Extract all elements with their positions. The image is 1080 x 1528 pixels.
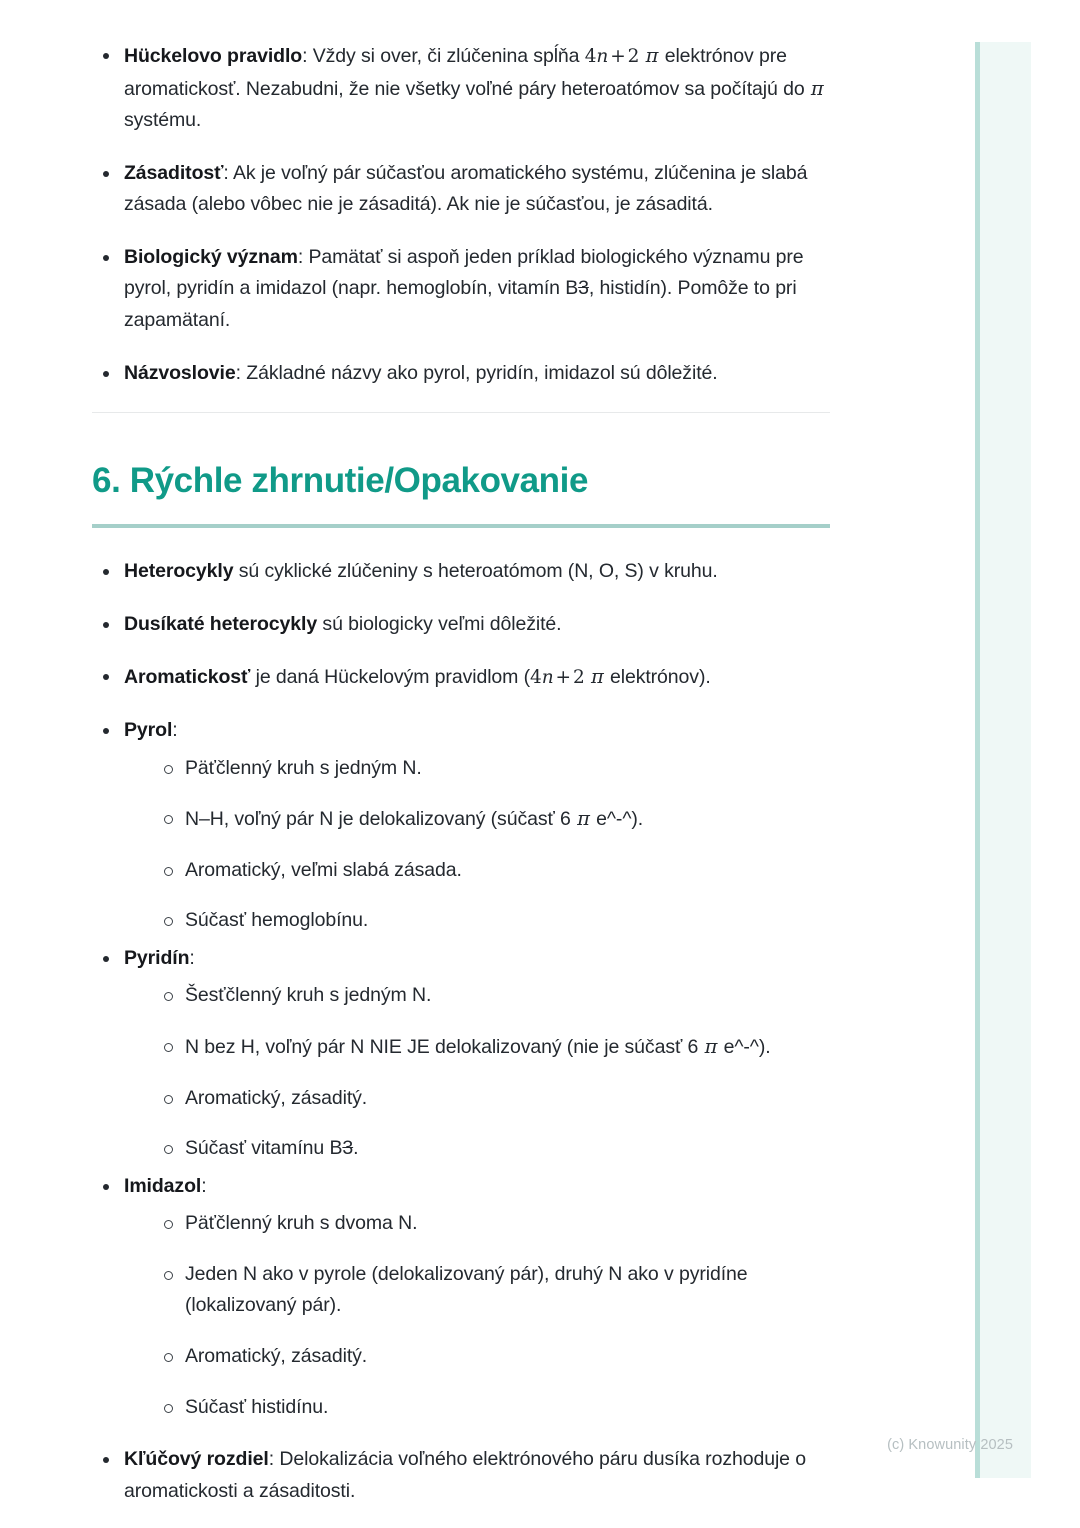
sublist-item [152,905,830,937]
list-item-term: Imidazol [124,1174,202,1197]
list-item-separator: : [302,45,313,67]
sublist-item-text: N bez H, voľný pár N NIE JE delokalizovaný (nie je súčasť 6 [185,1035,704,1058]
pi-symbol: π [590,665,604,689]
pi-symbol: π [577,807,590,831]
tips-list [92,40,830,389]
pi-symbol: π [810,76,824,100]
sublist-item [152,855,830,887]
math-number: 2 [572,667,585,689]
list-item [92,609,830,641]
list-item-term: Pyrol [124,718,173,741]
sublist-item [152,1341,830,1373]
sublist-item-text: Aromatický, zásaditý. [185,1345,368,1368]
list-item [92,943,830,1165]
list-item-text: Pamätať si aspoň jeden príklad biologického významu pre pyrol, pyridín a imidazol (napr. hemoglobín, vitamín B [124,245,804,300]
list-item-term: Dusíkaté heterocykly [124,612,318,635]
list-item-separator: : [189,946,195,969]
list-item-term: Zásaditosť [124,161,224,184]
pyrol-sublist [152,753,830,937]
section-divider [92,412,830,413]
list-item-text: Ak je voľný pár súčasťou aromatického systému, zlúčenina je slabá zásada (alebo vôbec nie je zásaditá). Ak nie je súčasťou, je zásaditá. [124,161,808,216]
math-operator: + [610,46,626,67]
list-item-text: je daná Hückelovým pravidlom ( [250,666,531,689]
list-item-separator: : [223,161,233,184]
sublist-item [152,803,830,836]
right-decorative-panel [975,42,1031,1478]
sublist-item [152,1133,830,1165]
list-item-text-continued: elektrónov). [604,666,711,689]
vitamin-subscript: 3 [342,1137,354,1160]
list-item-separator: : [297,245,309,268]
sublist-item [152,1259,830,1322]
sublist-item [152,1208,830,1240]
list-item-text-tail: systému. [124,109,202,132]
list-item-term: Heterocykly [124,560,234,583]
summary-list [92,556,830,1507]
sublist-item [152,980,830,1012]
document-content [92,40,830,1507]
list-item [92,358,830,390]
list-item-text: sú cyklické zlúčeniny s heteroatómom (N, O, S) v kruhu. [233,560,718,583]
list-item-separator: : [235,361,247,384]
sublist-item-text: Aromatický, zásaditý. [185,1086,368,1109]
list-item-text: sú biologicky veľmi dôležité. [317,612,562,635]
math-operator: + [555,667,571,689]
list-item-term: Aromatickosť [124,666,251,689]
math-coefficient: 4 [584,46,597,67]
list-item-term: Biologický význam [124,245,298,268]
sublist-item-text-tail: e^-^). [718,1035,771,1058]
sublist-item-text-tail: . [353,1137,359,1160]
sublist-item-text: Šesťčlenný kruh s jedným N. [185,984,432,1007]
list-item [92,242,830,337]
spacer [92,528,830,556]
list-item [92,661,830,694]
sublist-item-text: Súčasť hemoglobínu. [185,909,369,932]
sublist-item-text: Aromatický, veľmi slabá zásada. [185,858,462,881]
pi-symbol: π [704,1034,718,1058]
sublist-item [152,1083,830,1115]
list-item-separator: : [172,718,178,741]
sublist-wrapper [152,1208,830,1423]
list-item [92,40,830,137]
list-item-term: Názvoslovie [124,361,236,384]
list-item [92,1444,830,1507]
math-variable: n [596,46,609,67]
list-item-text: Základné názvy ako pyrol, pyridín, imidazol sú dôležité. [246,361,718,384]
list-item-term: Hückelovo pravidlo [124,45,303,67]
section-heading: 6. Rýchle zhrnutie/Opakovanie [92,461,589,501]
list-item [92,1171,830,1423]
list-item-text-tail: , histidín). Pomôže to pri zapamätaní. [124,277,797,332]
list-item-term: Kľúčový rozdiel [124,1448,269,1471]
sublist-item-text: Súčasť vitamínu B [185,1137,343,1160]
sublist-item-text-tail: e^-^). [590,808,644,831]
list-item-term: Pyridín [124,946,190,969]
sublist-item [152,1031,830,1064]
math-number: 2 [627,46,640,67]
sublist-wrapper [152,753,830,937]
math-variable: n [541,667,554,689]
list-item [92,556,830,588]
list-item [92,158,830,221]
vitamin-subscript: 3 [578,277,589,300]
sublist-item [152,1392,830,1424]
math-coefficient: 4 [530,667,542,689]
pyridin-sublist [152,980,830,1164]
copyright-watermark: (c) Knowunity 2025 [887,1437,1013,1453]
list-item-separator: : [201,1174,207,1197]
sublist-item-text: N–H, voľný pár N je delokalizovaný (súčasť 6 [185,808,577,831]
imidazol-sublist [152,1208,830,1423]
sublist-item-text: Päťčlenný kruh s jedným N. [185,756,422,779]
sublist-item [152,753,830,785]
sublist-item-text: Päťčlenný kruh s dvoma N. [185,1212,418,1235]
sublist-wrapper [152,980,830,1164]
sublist-item-text: Súčasť histidínu. [185,1395,329,1418]
list-item-text: Delokalizácia voľného elektrónového páru dusíka rozhoduje o aromatickosti a zásaditosti. [124,1448,806,1502]
list-item-text-continued: elektrónov pre aromatickosť. Nezabudni, že nie všetky voľné páry heteroatómov sa počítajú do [124,45,810,100]
pi-symbol: π [645,44,659,67]
list-item [92,715,830,937]
list-item-separator: : [268,1448,280,1471]
sublist-item-text: Jeden N ako v pyrole (delokalizovaný pár), druhý N ako v pyridíne (lokalizovaný pár). [185,1262,748,1317]
list-item-text: Vždy si over, či zlúčenina spĺňa [312,45,585,67]
